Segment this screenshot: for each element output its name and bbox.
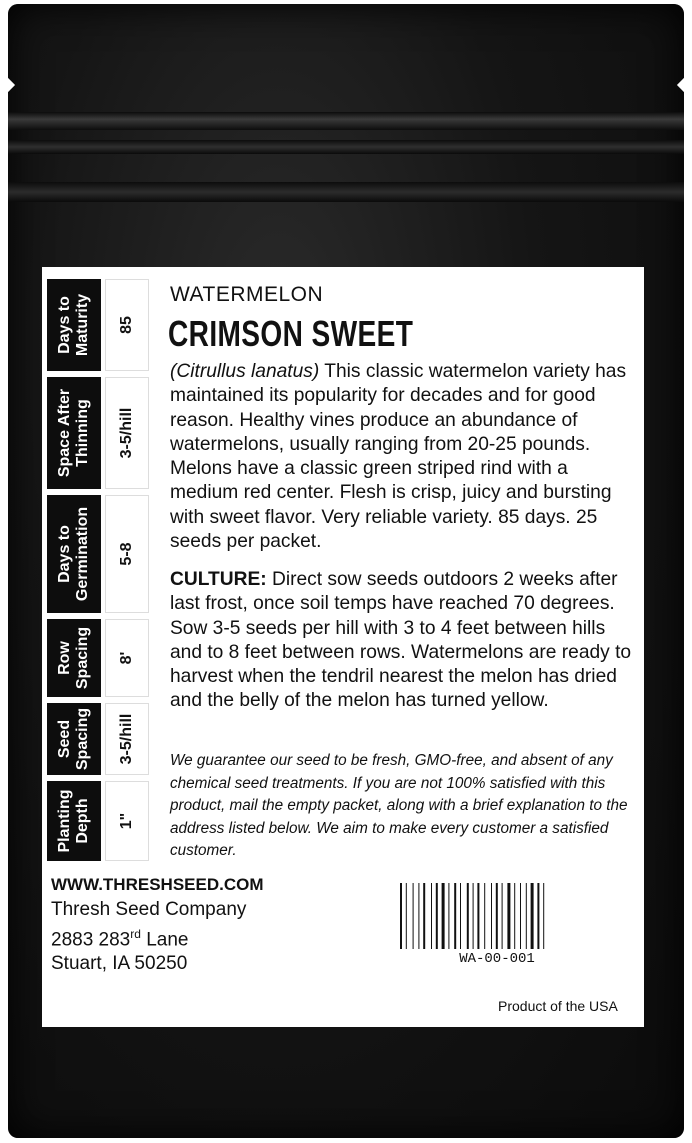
spec-key-line: Germination — [74, 506, 91, 602]
zipper-seal-lower — [8, 140, 684, 154]
spec-key-line: Spacing — [74, 707, 91, 771]
culture-text: Direct sow seeds outdoors 2 weeks after last frost, once soil temps have reached 70 degrees. Sow 3-5 seeds per hill with 3 to 4 feet between hills and to 8 feet between rows. Watermelons are ready to harvest when the tendril nearest the melon has dried and the belly of the melon has turned yellow. — [170, 569, 632, 712]
company-name: Thresh Seed Company — [51, 899, 247, 920]
spec-key-line: Days to — [56, 525, 73, 583]
spec-value: 3-5/hill — [118, 407, 135, 459]
barcode-bar — [454, 883, 456, 949]
barcode-bar — [436, 883, 438, 949]
barcode-bar — [460, 883, 461, 949]
city-line: Stuart, IA 50250 — [51, 953, 188, 975]
barcode-bar — [496, 883, 498, 949]
barcode-bar — [473, 883, 474, 949]
barcode-bar — [520, 883, 521, 949]
barcode-bar — [526, 883, 527, 949]
spec-key-line: Spacing — [74, 626, 91, 690]
spec-value: 8' — [118, 651, 135, 665]
zipper-seal — [8, 112, 684, 130]
barcode-bar — [537, 883, 539, 949]
spec-value: 5-8 — [118, 542, 135, 566]
culture-heading: CULTURE: — [170, 569, 267, 590]
spec-key-line: Space After — [56, 388, 73, 478]
barcode-bar — [423, 883, 425, 949]
spec-key-line: Days to — [56, 296, 73, 354]
barcode-bar — [442, 883, 445, 949]
barcode-bar — [400, 883, 402, 949]
crop-category: WATERMELON — [170, 283, 324, 306]
variety-title: CRIMSON SWEET — [168, 313, 414, 354]
barcode-bar — [531, 883, 534, 949]
spec-key-line: Seed — [56, 719, 73, 759]
barcode-bar — [477, 883, 479, 949]
barcode-bar — [418, 883, 419, 949]
barcode-image — [398, 883, 596, 949]
barcode-bar — [448, 883, 449, 949]
barcode-number: WA-00-001 — [459, 951, 535, 967]
website-link[interactable]: WWW.THRESHSEED.COM — [51, 875, 264, 894]
country-of-origin: Product of the USA — [498, 998, 618, 1014]
culture-instructions — [170, 568, 640, 714]
spec-key-line: Row — [56, 641, 73, 675]
spec-days-to-germination — [47, 495, 149, 613]
guarantee-text: We guarantee our seed to be fresh, GMO-free, and absent of any chemical seed treatments. If you are not 100% satisfied with this product, mail the empty packet, along with a brief explanation to the address listed below. We aim to make every customer a satisfied customer. — [170, 752, 628, 859]
variety-description — [170, 360, 640, 554]
spec-key-line: Planting — [56, 789, 73, 853]
barcode-bar — [543, 883, 544, 949]
spec-key-line: Thinning — [74, 399, 91, 467]
description-text: This classic watermelon variety has maintained its popularity for decades and for good reason. Healthy vines produce an abundance of watermelons, usually ranging from 20-25 pounds. Melons have a classic green striped rind with a medium red center. Flesh is crisp, juicy and bursting with sweet flavor. Very reliable variety. 85 days. 25 seeds per packet. — [170, 361, 627, 553]
barcode-bar — [413, 883, 414, 949]
spec-seed-spacing — [47, 703, 149, 775]
barcode-bar — [507, 883, 510, 949]
barcode-bar — [491, 883, 492, 949]
barcode-bar — [502, 883, 503, 949]
spec-value: 1" — [118, 812, 135, 830]
spec-value: 3-5/hill — [118, 713, 135, 765]
spec-key-line: Depth — [74, 798, 91, 844]
spec-space-after-thinning — [47, 377, 149, 489]
scientific-name: (Citrullus lanatus) — [170, 361, 320, 382]
barcode-bar — [514, 883, 515, 949]
barcode-bar — [406, 883, 407, 949]
spec-row-spacing — [47, 619, 149, 697]
barcode-bar — [431, 883, 432, 949]
spec-planting-depth — [47, 781, 149, 861]
spec-value: 85 — [118, 316, 135, 334]
barcode-bar — [484, 883, 485, 949]
company-address — [51, 875, 264, 976]
tear-line — [8, 182, 684, 202]
spec-key-line: Maturity — [74, 293, 91, 357]
spec-days-to-maturity — [47, 279, 149, 371]
barcode-bar — [467, 883, 469, 949]
street-address: 2883 283rd Lane — [51, 927, 189, 951]
